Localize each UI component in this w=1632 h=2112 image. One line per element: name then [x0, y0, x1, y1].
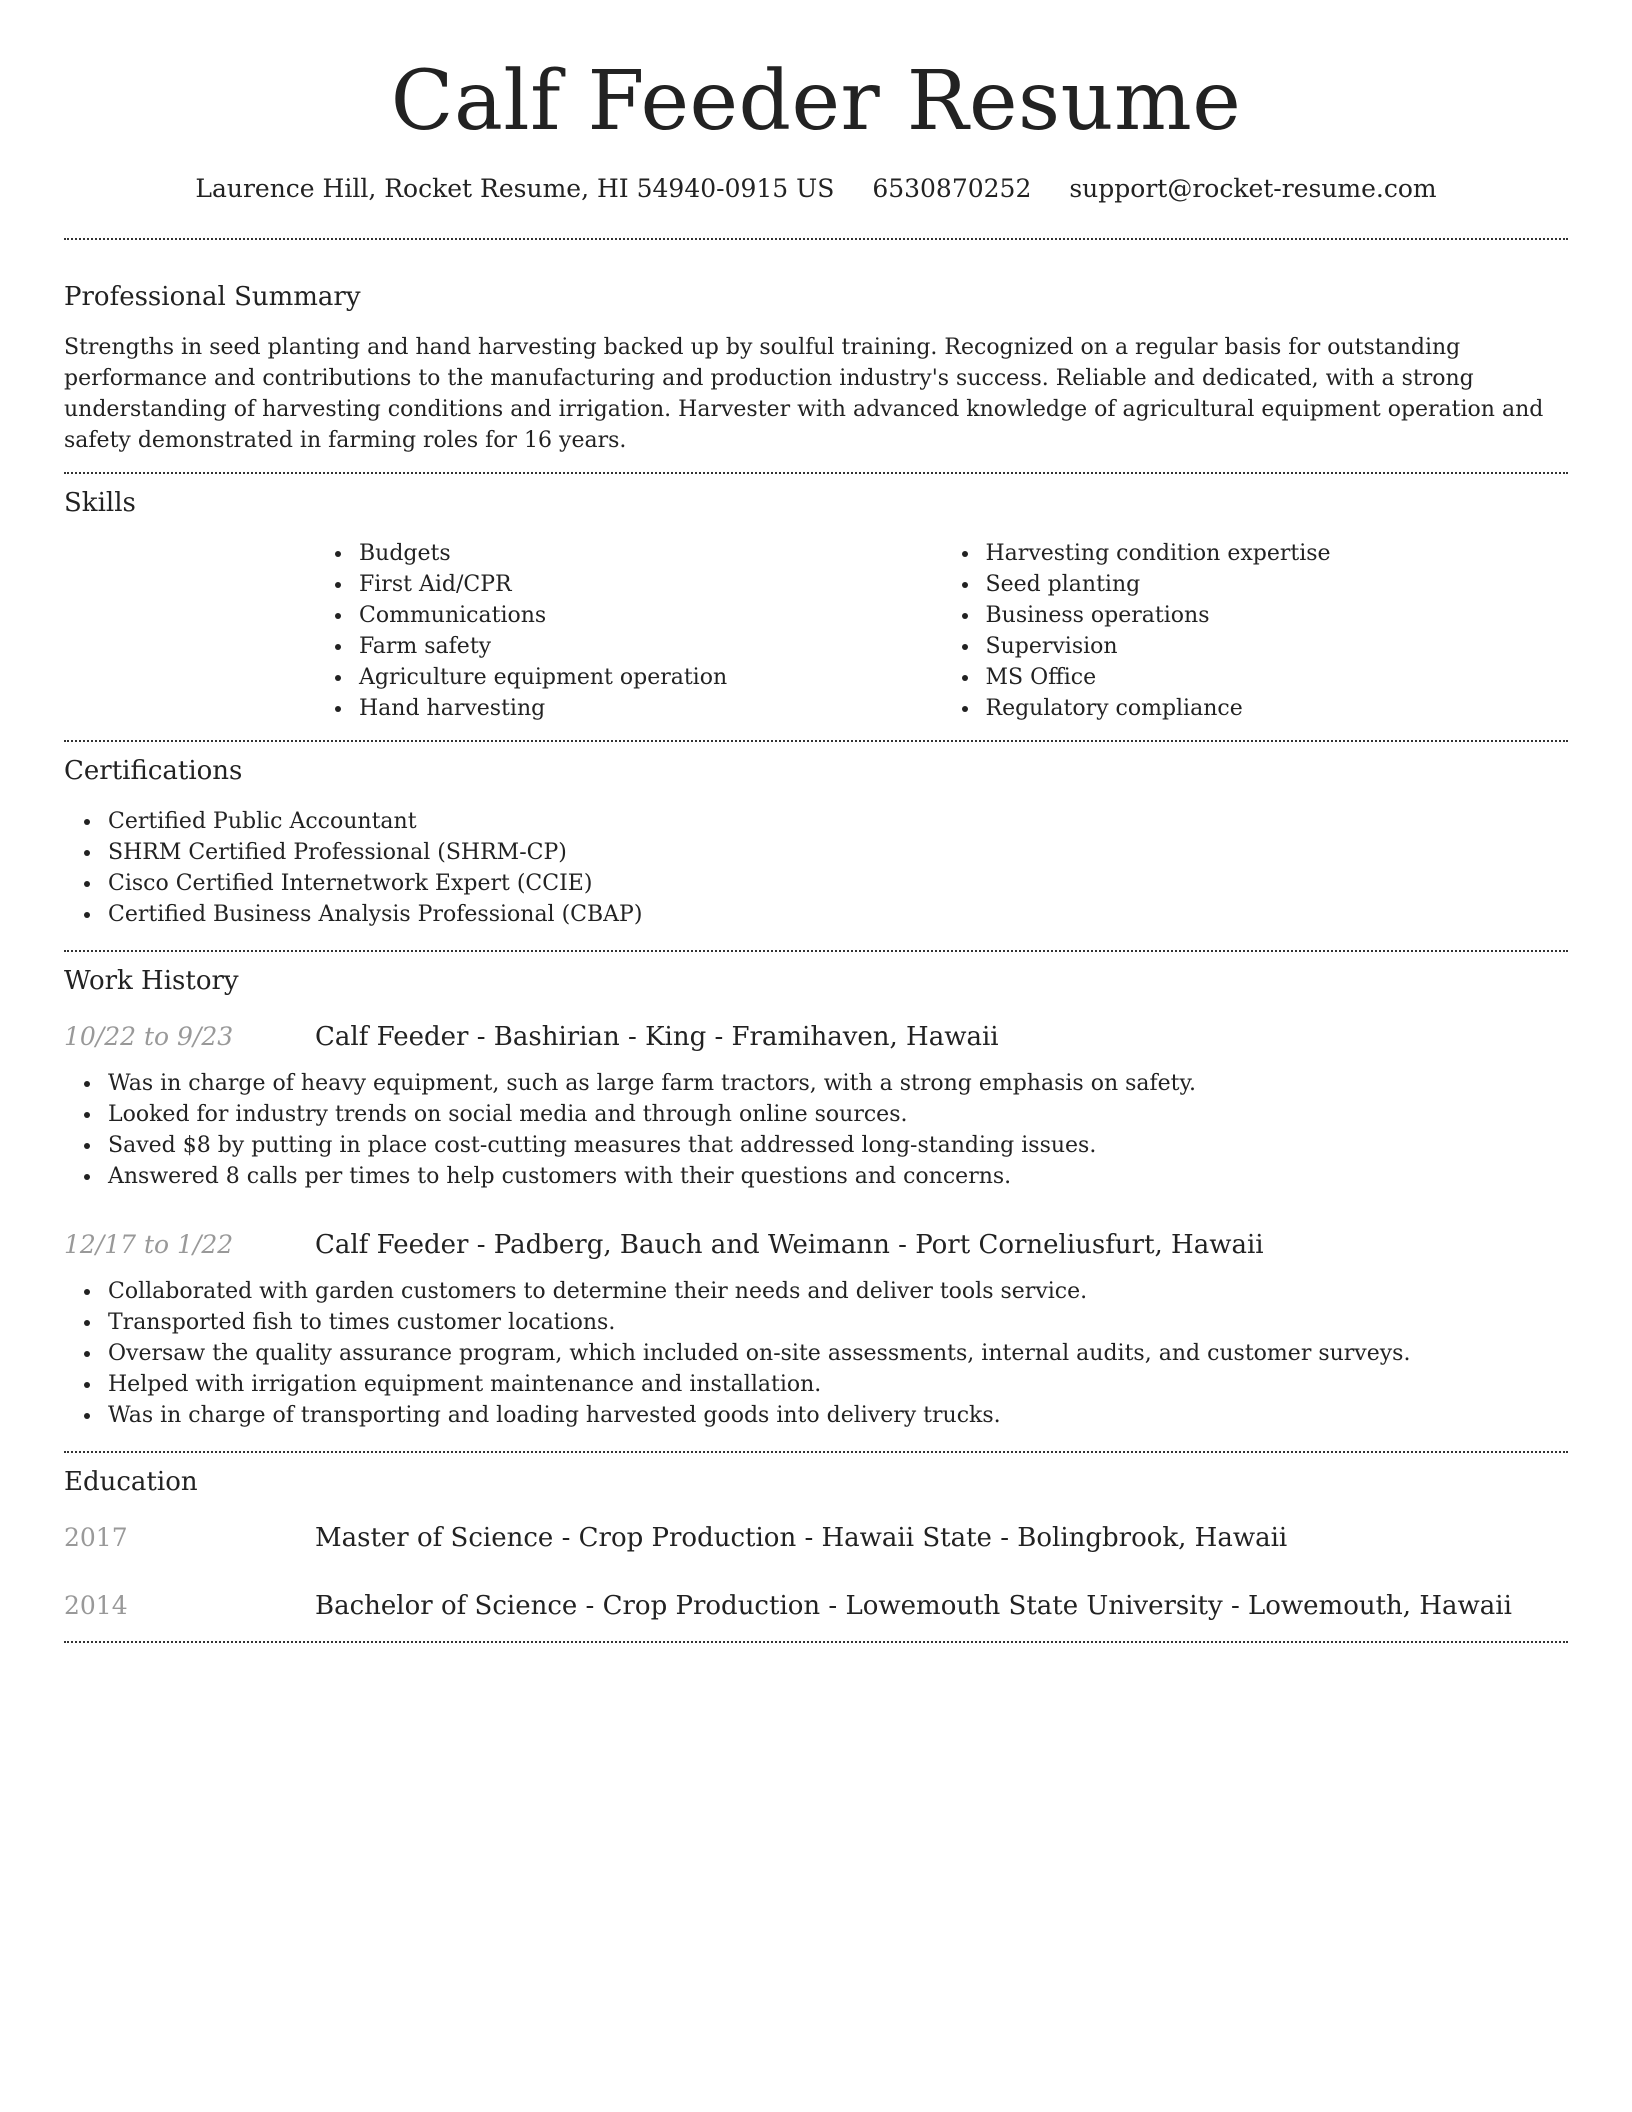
divider [64, 238, 1568, 240]
skill-item: Seed planting [986, 569, 1569, 600]
work-history-heading: Work History [64, 966, 239, 996]
divider [64, 1641, 1568, 1643]
job-bullet: Transported fish to times customer locations. [108, 1307, 1568, 1338]
certifications-section [64, 754, 1568, 930]
certification-item: Certified Public Accountant [108, 806, 1568, 837]
job-dates: 10/22 to 9/23 [64, 1022, 234, 1051]
certification-item: SHRM Certified Professional (SHRM-CP) [108, 837, 1568, 868]
skill-item: Budgets [359, 538, 942, 569]
job-bullets [64, 1276, 1568, 1431]
education-section [64, 1465, 1568, 1623]
certification-item: Cisco Certified Internetwork Expert (CCIE) [108, 868, 1568, 899]
job-header [64, 1228, 1568, 1262]
work-history-section [64, 964, 1568, 1431]
job-bullet: Helped with irrigation equipment maintenance and installation. [108, 1369, 1568, 1400]
job-bullet: Oversaw the quality assurance program, which included on-site assessments, internal audits, and customer surveys. [108, 1338, 1568, 1369]
education-title: Master of Science - Crop Production - Hawaii State - Bolingbrook, Hawaii [315, 1523, 1288, 1553]
divider [64, 1451, 1568, 1453]
summary-text: Strengths in seed planting and hand harvesting backed up by soulful training. Recognized on a regular basis for outstanding performance and contributions to the manufacturing and production industry's success. Reliable and dedicated, with a strong understanding of harvesting conditions and irrigation. Harvester with advanced knowledge of agricultural equipment operation and safety demonstrated in farming roles for 16 years. [64, 335, 1544, 453]
contact-email: support@rocket-resume.com [1069, 174, 1437, 203]
skill-item: Agriculture equipment operation [359, 662, 942, 693]
skill-item: Business operations [986, 600, 1569, 631]
job-bullet: Answered 8 calls per times to help customers with their questions and concerns. [108, 1161, 1568, 1192]
education-entry [64, 1521, 1568, 1555]
skill-item: Hand harvesting [359, 693, 942, 724]
job-bullet: Saved $8 by putting in place cost-cutting measures that addressed long-standing issues. [108, 1130, 1568, 1161]
job-header [64, 1020, 1568, 1054]
skill-item: Farm safety [359, 631, 942, 662]
job-bullet: Was in charge of heavy equipment, such as large farm tractors, with a strong emphasis on safety. [108, 1068, 1568, 1099]
job-dates: 12/17 to 1/22 [64, 1230, 234, 1259]
divider [64, 950, 1568, 952]
resume-title: Calf Feeder Resume [390, 54, 1242, 149]
education-entry [64, 1589, 1568, 1623]
skill-item: Supervision [986, 631, 1569, 662]
contact-phone: 6530870252 [872, 174, 1032, 203]
skill-item: MS Office [986, 662, 1569, 693]
job-bullet: Looked for industry trends on social media and through online sources. [108, 1099, 1568, 1130]
skills-list-left [315, 538, 942, 724]
certification-item: Certified Business Analysis Professional (CBAP) [108, 899, 1568, 930]
contact-address: Laurence Hill, Rocket Resume, HI 54940-0915 US [195, 174, 835, 203]
skills-grid [315, 538, 1568, 724]
education-title: Bachelor of Science - Crop Production - Lowemouth State University - Lowemouth, Hawaii [315, 1591, 1512, 1621]
certifications-heading: Certifications [64, 756, 243, 786]
job-entry [64, 1020, 1568, 1192]
job-bullets [64, 1068, 1568, 1192]
summary-heading: Professional Summary [64, 282, 361, 312]
certifications-list [64, 806, 1568, 930]
skills-list-right [942, 538, 1569, 724]
job-title: Calf Feeder - Padberg, Bauch and Weimann - Port Corneliusfurt, Hawaii [315, 1230, 1264, 1260]
skill-item: Harvesting condition expertise [986, 538, 1569, 569]
job-bullet: Collaborated with garden customers to determine their needs and deliver tools service. [108, 1276, 1568, 1307]
skills-section [64, 486, 1568, 724]
education-year: 2014 [64, 1591, 128, 1620]
divider [64, 740, 1568, 742]
skill-item: First Aid/CPR [359, 569, 942, 600]
job-entry [64, 1228, 1568, 1431]
contact-line [64, 172, 1568, 206]
education-year: 2017 [64, 1523, 128, 1552]
education-heading: Education [64, 1467, 198, 1497]
divider [64, 472, 1568, 474]
summary-section [64, 280, 1568, 456]
skill-item: Regulatory compliance [986, 693, 1569, 724]
skill-item: Communications [359, 600, 942, 631]
job-bullet: Was in charge of transporting and loading harvested goods into delivery trucks. [108, 1400, 1568, 1431]
job-title: Calf Feeder - Bashirian - King - Framihaven, Hawaii [315, 1022, 999, 1052]
skills-heading: Skills [64, 488, 136, 518]
